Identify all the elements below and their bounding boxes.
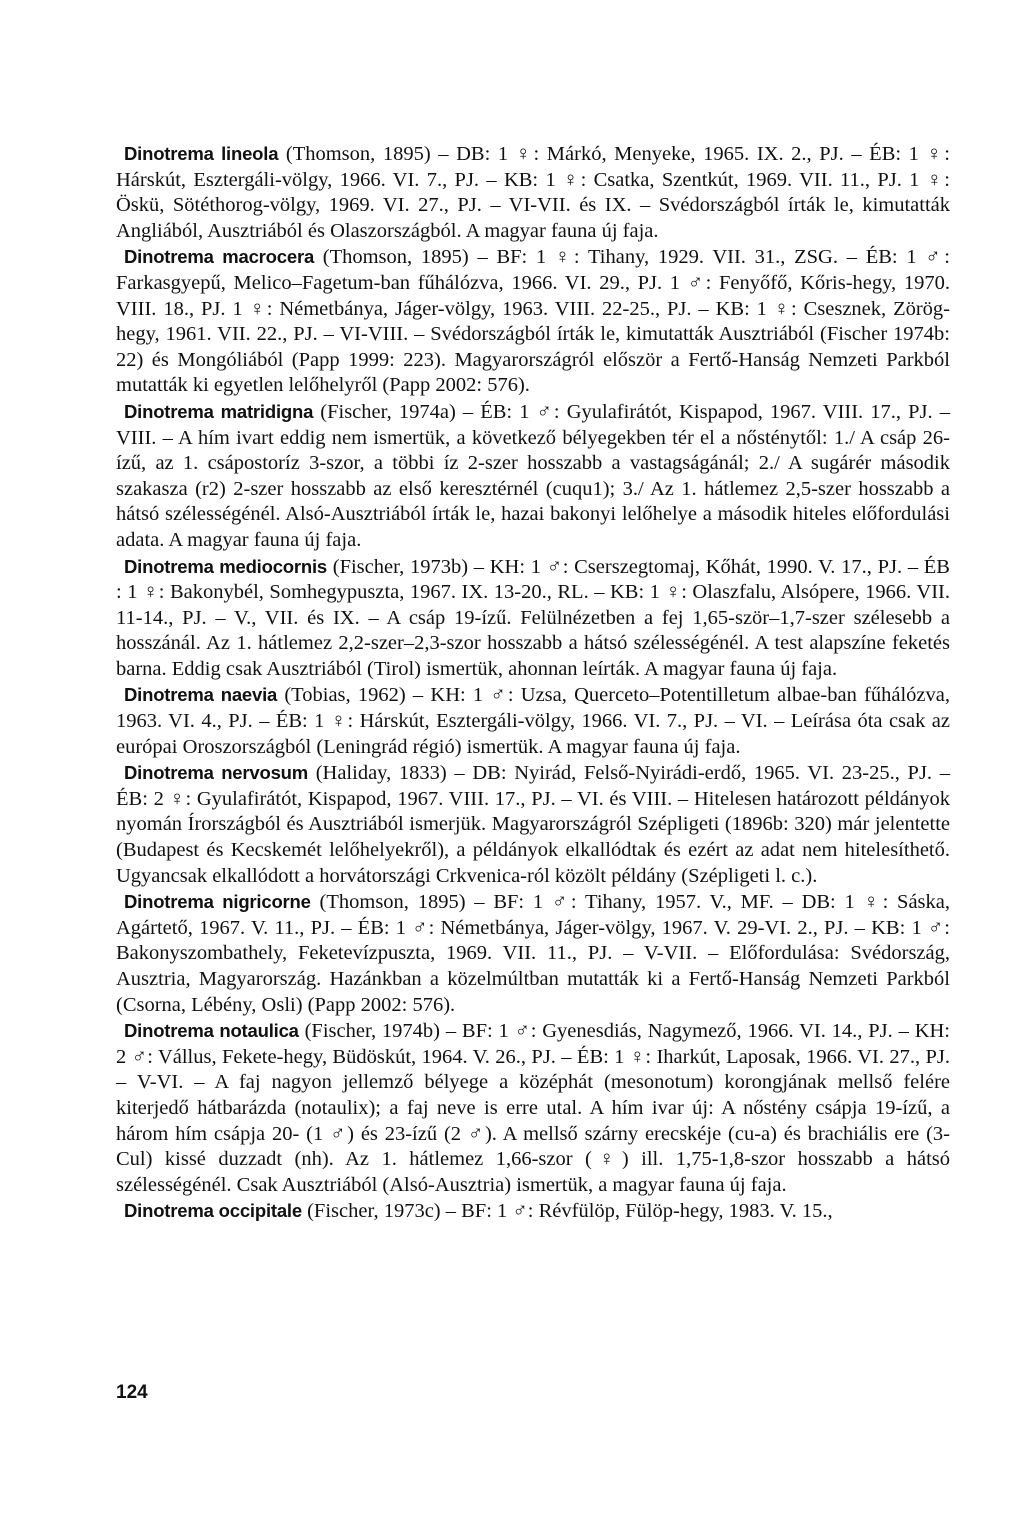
entry-text: (Fischer, 1974a) – ÉB: 1 ♂: Gyulafirátót, Kispapod, 1967. VIII. 17., PJ. – VIII. – A hím ivart eddig nem ismertük, a következő bélyegekben tér el a nősténytől: 1./ A csáp 26-ízű, az 1. csápostoríz 3-szor, a többi íz 2-szer hosszabb a vastagságánál; 2./ A sugárér második szakasza (r2) 2-szer hosszabb az első keresztérnél (cuqu1); 3./ Az 1. hátlemez 2,5-szer hosszabb a hátsó szélességénél. Alsó-Ausztriából írták le, hazai bakonyi lelőhelye a második hiteles előfordulási adata. A magyar fauna új faja. xyxy=(116,400,950,551)
entry-mediocornis xyxy=(116,554,950,683)
entry-naevia xyxy=(116,682,950,760)
entry-text: (Thomson, 1895) – DB: 1 ♀: Márkó, Menyeke, 1965. IX. 2., PJ. – ÉB: 1 ♀: Hárskút, Esztergáli-völgy, 1966. VI. 7., PJ. – KB: 1 ♀: Csatka, Szentkút, 1969. VII. 11., PJ. 1 ♀: Öskü, Sötéthorog-völgy, 1969. VI. 27., PJ. – VI-VII. és IX. – Svédországból írták le, kimutatták Angliából, Ausztriából és Olaszországból. A magyar fauna új faja. xyxy=(116,143,951,242)
entry-notaulica xyxy=(116,1018,950,1198)
species-name: Dinotrema matridigna xyxy=(124,400,314,422)
entry-text: (Fischer, 1974b) – BF: 1 ♂: Gyenesdiás, Nagymező, 1966. VI. 14., PJ. – KH: 2 ♂: Vállus, Fekete-hegy, Büdöskút, 1964. V. 26., PJ. – ÉB: 1 ♀: Iharkút, Laposak, 1966. VI. 27., PJ. – V-VI. – A faj nagyon jellemző bélyege a középhát (mesonotum) korongjának mellső felére kiterjedő hátbarázda (notaulix); a faj neve is erre utal. A hím ivar új: A nőstény csápja 19-ízű, a három hím csápja 20- (1 ♂) és 23-ízű (2 ♂). A mellső szárny erecskéje (cu-a) és brachiális ere (3-Cul) kissé duzzadt (nh). Az 1. hátlemez 1,66-szor (♀) ill. 1,75-1,8-szor hosszabb a hátsó szélességénél. Csak Ausztriából (Alsó-Ausztria) ismertük, a magyar fauna új faja. xyxy=(116,1020,951,1196)
entry-text: (Thomson, 1895) – BF: 1 ♂: Tihany, 1957. V., MF. – DB: 1 ♀: Sáska, Agártető, 1967. V. 11., PJ. – ÉB: 1 ♂: Németbánya, Jáger-völgy, 1967. V. 29-VI. 2., PJ. – KB: 1 ♂: Bakonyszombathely, Feketevízpuszta, 1969. VII. 11., PJ. – V-VII. – Előfordulása: Svédország, Ausztria, Magyarország. Hazánkban a közelmúltban mutatták ki a Fertő-Hanság Nemzeti Parkból (Csorna, Lébény, Osli) (Papp 2002: 576). xyxy=(116,891,951,1016)
species-name: Dinotrema naevia xyxy=(124,684,278,706)
entry-occipitale xyxy=(116,1198,950,1225)
body-text xyxy=(116,141,950,1225)
species-name: Dinotrema nigricorne xyxy=(124,891,311,913)
entry-text: (Fischer, 1973c) – BF: 1 ♂: Révfülöp, Fülöp-hegy, 1983. V. 15., xyxy=(301,1200,833,1223)
species-name: Dinotrema mediocornis xyxy=(124,555,328,577)
entry-nervosum xyxy=(116,760,950,889)
species-name: Dinotrema nervosum xyxy=(124,762,309,784)
species-name: Dinotrema lineola xyxy=(124,143,279,164)
entry-matridigna xyxy=(116,399,950,554)
entry-text: (Thomson, 1895) – BF: 1 ♀: Tihany, 1929. VII. 31., ZSG. – ÉB: 1 ♂: Farkasgyepű, Melico–Fagetum-ban fűhálózva, 1966. VI. 29., PJ. 1 ♂: Fenyőfő, Kőris-hegy, 1970. VIII. 18., PJ. 1 ♀: Németbánya, Jáger-völgy, 1963. VIII. 22-25., PJ. – KB: 1 ♀: Csesznek, Zörög-hegy, 1961. VII. 22., PJ. – VI-VIII. – Svédországból írták le, kimutatták Ausztriából (Fischer 1974b: 22) és Mongóliából (Papp 1999: 223). Magyarországról először a Fertő-Hanság Nemzeti Parkból mutatták ki egyetlen lelőhelyről (Papp 2002: 576). xyxy=(116,246,950,397)
entry-text: (Haliday, 1833) – DB: Nyirád, Felső-Nyirádi-erdő, 1965. VI. 23-25., PJ. – ÉB: 2 ♀: Gyulafirátót, Kispapod, 1967. VIII. 17., PJ. – VI. és VIII. – Hitelesen határozott példányok nyomán Írországból és Ausztriából ismerjük. Magyarországról Szépligeti (1896b: 320) már jelentette (Budapest és Kecskemét lelőhelyekről), a példányok elkallódtak és ezért az adat nem hitelesíthető. Ugyancsak elkallódott a horvátországi Crkvenica-ról közölt példány (Szépligeti l. c.). xyxy=(116,762,950,887)
species-name: Dinotrema notaulica xyxy=(124,1020,299,1042)
species-name: Dinotrema macrocera xyxy=(124,246,315,268)
page-number: 124 xyxy=(116,1382,148,1403)
entry-lineola xyxy=(116,141,950,244)
entry-macrocera xyxy=(116,244,950,399)
entry-text: (Fischer, 1973b) – KH: 1 ♂: Cserszegtomaj, Kőhát, 1990. V. 17., PJ. – ÉB : 1 ♀: Bakonybél, Somhegypuszta, 1967. IX. 13-20., RL. – KB: 1 ♀: Olaszfalu, Alsópere, 1966. VII. 11-14., PJ. – V., VII. és IX. – A csáp 19-ízű. Felülnézetben a fej 1,65-ször–1,7-szer szélesebb a hosszánál. Az 1. hátlemez 2,2-szer–2,3-szor hosszabb a hátsó szélességénél. A test alapszíne feketés barna. Eddig csak Ausztriából (Tirol) ismertük, ahonnan leírták. A magyar fauna új faja. xyxy=(116,555,950,680)
entry-text: (Tobias, 1962) – KH: 1 ♂: Uzsa, Querceto–Potentilletum albae-ban fűhálózva, 1963. VI. 4., PJ. – ÉB: 1 ♀: Hárskút, Esztergáli-völgy, 1966. VI. 7., PJ. – VI. – Leírása óta csak az európai Oroszországból (Leningrád régió) ismertük. A magyar fauna új faja. xyxy=(116,684,950,758)
entry-nigricorne xyxy=(116,889,950,1018)
species-name: Dinotrema occipitale xyxy=(124,1200,302,1222)
